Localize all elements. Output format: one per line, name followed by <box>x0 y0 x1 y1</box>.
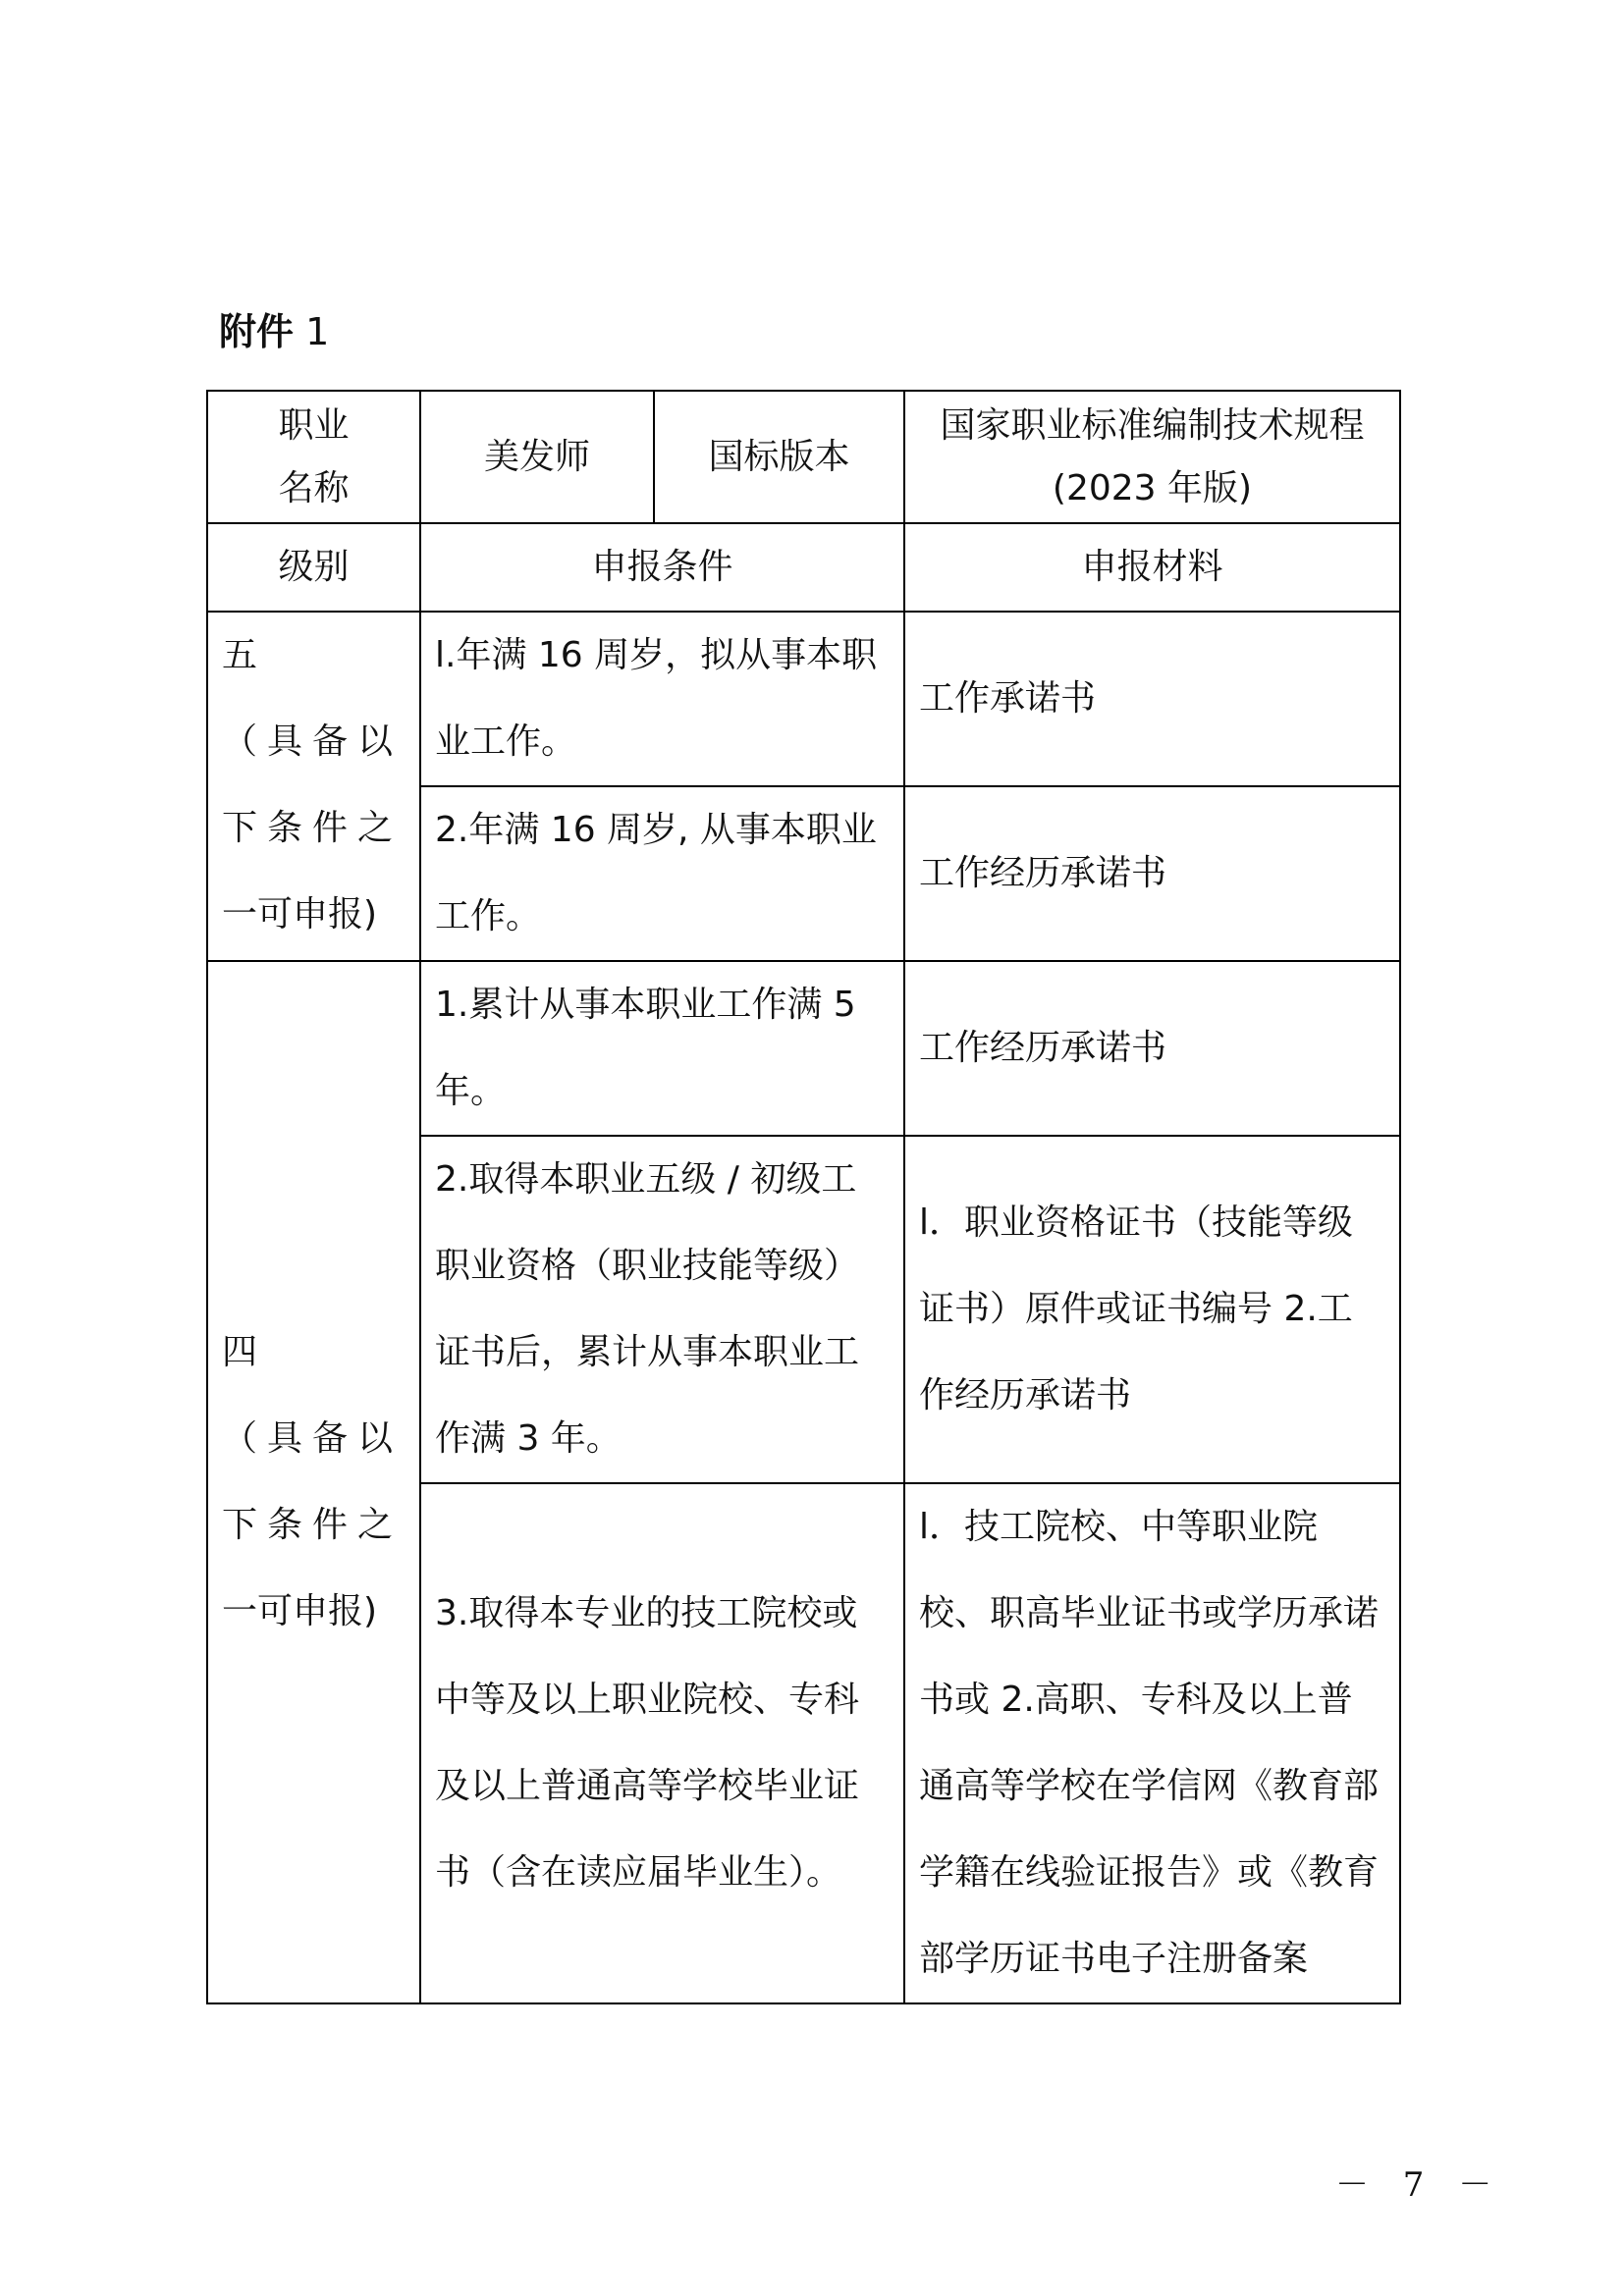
requirements-table <box>206 390 1401 2004</box>
level-5-cell <box>207 612 420 961</box>
attachment-title <box>219 306 329 357</box>
level-5-condition-2: 2.年满 16 周岁, 从事本职业工作。 <box>420 786 904 961</box>
table-row <box>207 961 1400 1136</box>
col-header-level: 级别 <box>207 523 420 612</box>
level-5-material-1: 工作承诺书 <box>904 612 1400 786</box>
level-5-material-2: 工作经历承诺书 <box>904 786 1400 961</box>
level-4-number: 四 <box>222 1332 258 1372</box>
label-line: 名称 <box>278 467 350 508</box>
level-5-note-line: 一可申报) <box>222 894 378 934</box>
level-5-condition-1: l.年满 16 周岁，拟从事本职业工作。 <box>420 612 904 786</box>
table-row <box>207 523 1400 612</box>
level-4-condition-2: 2.取得本职业五级 / 初级工职业资格（职业技能等级）证书后，累计从事本职业工作满 3 年。 <box>420 1136 904 1483</box>
occupation-value: 美发师 <box>420 391 654 523</box>
level-4-condition-1: 1.累计从事本职业工作满 5 年。 <box>420 961 904 1136</box>
version-label: 国标版本 <box>654 391 904 523</box>
level-4-note-line: 下条件之 <box>222 1505 404 1545</box>
standard-label <box>904 391 1400 523</box>
level-5-note-line: （具备以 <box>222 721 404 762</box>
table-row <box>207 391 1400 523</box>
level-4-cell <box>207 961 420 2003</box>
occupation-name-label <box>207 391 420 523</box>
level-4-material-3: l．技工院校、中等职业院校、职高毕业证书或学历承诺书或 2.高职、专科及以上普通高等学校在学信网《教育部学籍在线验证报告》或《教育部学历证书电子注册备案 <box>904 1483 1400 2003</box>
level-4-note-line: （具备以 <box>222 1418 404 1459</box>
attachment-number: 1 <box>305 310 330 353</box>
table-row <box>207 612 1400 786</box>
level-4-material-2: l．职业资格证书（技能等级证书）原件或证书编号 2.工作经历承诺书 <box>904 1136 1400 1483</box>
attachment-label: 附件 <box>219 310 295 353</box>
level-5-number: 五 <box>222 635 258 675</box>
page-number: － 7 － <box>1335 2165 1504 2205</box>
level-4-condition-3: 3.取得本专业的技工院校或中等及以上职业院校、专科及以上普通高等学校毕业证书（含在读应届毕业生）。 <box>420 1483 904 2003</box>
level-4-note-line: 一可申报) <box>222 1591 378 1631</box>
col-header-materials: 申报材料 <box>904 523 1400 612</box>
col-header-conditions: 申报条件 <box>420 523 904 612</box>
level-4-material-1: 工作经历承诺书 <box>904 961 1400 1136</box>
standard-line: 国家职业标准编制技术规程 <box>940 404 1365 446</box>
standard-line: (2023 年版) <box>1052 467 1253 508</box>
label-line: 职业 <box>278 404 350 446</box>
level-5-note-line: 下条件之 <box>222 808 404 848</box>
